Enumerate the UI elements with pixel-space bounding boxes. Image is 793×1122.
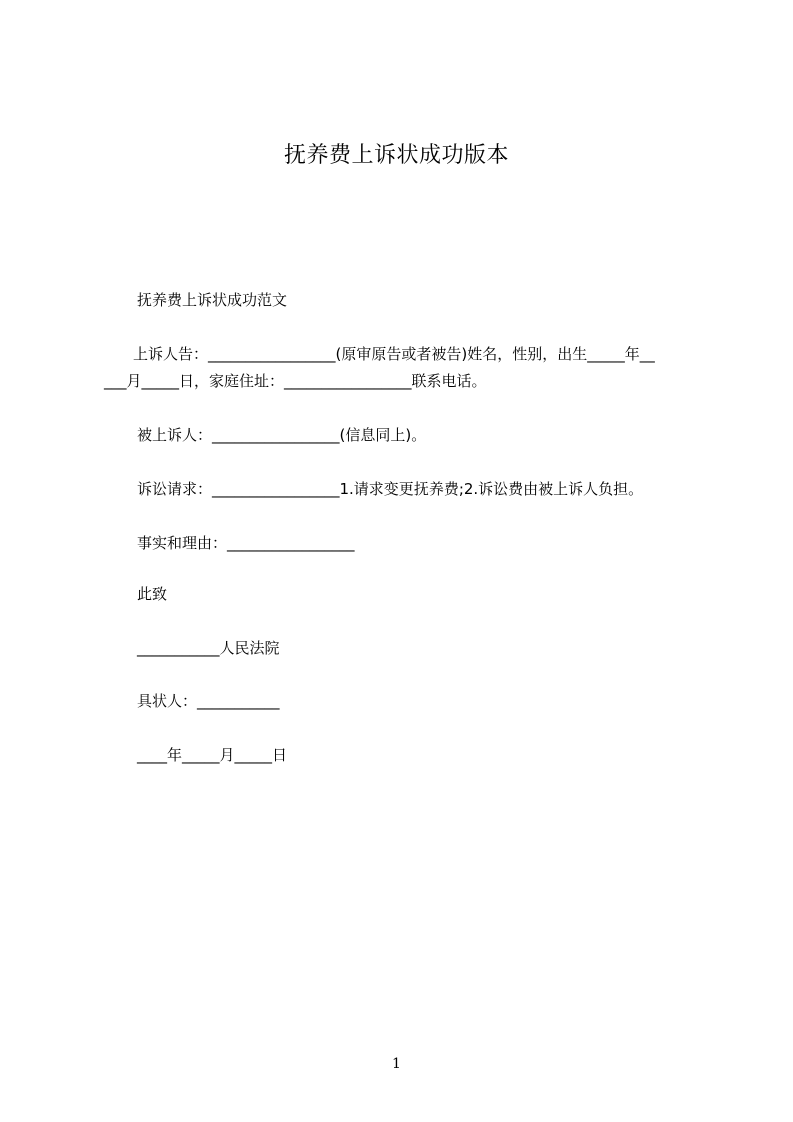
appellant-line-2: ___月_____日，家庭住址：_________________联系电话。	[104, 372, 487, 390]
claims-paragraph: 诉讼请求：_________________1.请求变更抚养费;2.诉讼费由被上诉人负担。	[137, 480, 644, 498]
document-title: 抚养费上诉状成功版本	[283, 143, 509, 168]
appellee-paragraph: 被上诉人：_________________(信息同上)。	[137, 426, 427, 444]
appellant-line-1: 上诉人告：_________________(原审原告或者被告)姓名，性别，出生_____年__	[133, 345, 655, 363]
salutation-paragraph: 此致	[137, 585, 168, 603]
page-number: 1	[392, 1056, 401, 1072]
court-paragraph: ___________人民法院	[137, 639, 280, 657]
date-paragraph: ____年_____月_____日	[137, 746, 288, 764]
facts-paragraph: 事实和理由：_________________	[137, 534, 355, 552]
subtitle-paragraph: 抚养费上诉状成功范文	[137, 291, 288, 309]
signer-paragraph: 具状人：___________	[137, 692, 280, 710]
